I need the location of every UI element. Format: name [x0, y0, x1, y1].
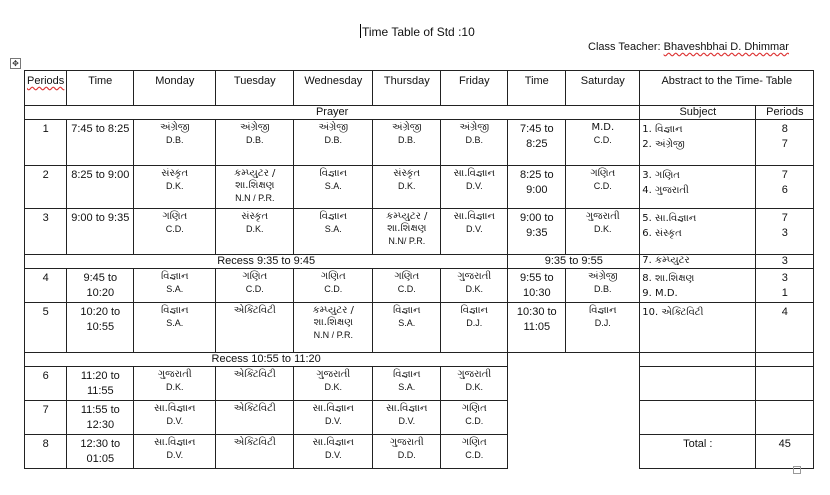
abstract-empty	[756, 367, 814, 401]
teacher-code: D.V.	[324, 450, 342, 460]
header-friday: Friday	[441, 71, 508, 106]
subject-text: ગુજરાતી	[157, 369, 192, 380]
abstract-period: 8	[781, 123, 788, 135]
class-teacher	[588, 41, 789, 53]
abstract-empty	[640, 401, 756, 435]
subject-text: ગણિત	[162, 211, 188, 222]
rows-before-recess	[25, 120, 814, 469]
cell-wednesday	[294, 269, 373, 303]
abstract-subjects	[640, 166, 756, 209]
subject-text: ગણિત	[242, 271, 268, 282]
teacher-code: N.N / P.R.	[235, 193, 275, 203]
cell-thursday	[373, 401, 441, 435]
abstract-subject: 3. ગણિત	[642, 170, 680, 181]
teacher-code: S.A.	[398, 318, 416, 328]
period-time: 7:45 to 8:25	[67, 120, 134, 166]
cell-saturday	[566, 166, 640, 209]
period-time-saturday: 8:25 to 9:00	[508, 166, 566, 209]
header-monday: Monday	[134, 71, 216, 106]
cell-wednesday	[294, 435, 373, 469]
header-thursday: Thursday	[373, 71, 441, 106]
period-number: 1	[25, 120, 67, 166]
abstract-empty	[640, 353, 756, 367]
abstract-subject: 7. કમ્પ્યુટર	[642, 255, 690, 266]
cell-tuesday	[216, 367, 294, 401]
subject-text: ગુજરાતી	[316, 369, 351, 380]
title-prefix: Time Table	[362, 25, 421, 39]
subject-text: ગુજરાતી	[457, 271, 492, 282]
subject-text: સા.વિજ્ઞાન	[154, 403, 196, 414]
subject-text: વિજ્ઞાન	[161, 271, 189, 282]
period-number: 3	[25, 209, 67, 255]
cell-friday	[441, 269, 508, 303]
cell-thursday	[373, 435, 441, 469]
teacher-code: C.D.	[593, 135, 612, 145]
abstract-subject: 1. વિજ્ઞાન	[642, 124, 683, 135]
period-number: 6	[25, 367, 67, 401]
abstract-periods	[756, 120, 814, 166]
period-number: 5	[25, 303, 67, 353]
cell-saturday	[566, 303, 640, 353]
cell-wednesday	[294, 401, 373, 435]
cell-monday	[134, 435, 216, 469]
teacher-code: D.B.	[398, 135, 416, 145]
period-number: 2	[25, 166, 67, 209]
teacher-code: N.N/ P.R.	[388, 236, 426, 246]
teacher-code: C.D.	[397, 284, 416, 294]
teacher-name: Bhaveshbhai D. Dhimmar	[663, 41, 789, 53]
subject-text: વિજ્ઞાન	[393, 305, 421, 316]
header-periods: Periods	[25, 71, 67, 106]
abstract-subjects	[640, 303, 756, 353]
cell-wednesday	[294, 303, 373, 353]
teacher-code: D.B.	[246, 135, 264, 145]
cell-thursday	[373, 120, 441, 166]
total-label: Total :	[640, 435, 756, 469]
period-time: 9:45 to 10:20	[67, 269, 134, 303]
period-time: 11:20 to 11:55	[67, 367, 134, 401]
subject-text: M.D.	[591, 122, 615, 133]
abstract-empty	[756, 353, 814, 367]
cell-saturday	[566, 120, 640, 166]
teacher-label: Class Teacher:	[588, 41, 661, 53]
abstract-subject: 8. શા.શિક્ષણ	[642, 273, 695, 284]
cell-thursday	[373, 166, 441, 209]
cell-wednesday	[294, 166, 373, 209]
timetable	[24, 70, 814, 469]
subject-text: સા.વિજ્ઞાન	[154, 437, 196, 448]
header-time-saturday: Time	[508, 71, 566, 106]
subject-text: ગણિત	[590, 168, 616, 179]
abstract-subject: 10. એક્ટિવિટી	[642, 307, 704, 318]
cell-friday	[441, 209, 508, 255]
period-time-saturday: 10:30 to 11:05	[508, 303, 566, 353]
subject-text: વિજ્ઞાન	[393, 369, 421, 380]
teacher-code: C.D.	[465, 450, 484, 460]
recess-label: Recess 10:55 to 11:20	[25, 353, 508, 367]
header-time: Time	[67, 71, 134, 106]
header-row	[25, 71, 814, 106]
cell-friday	[441, 303, 508, 353]
abstract-subject: 2. અંગ્રેજી	[642, 139, 685, 150]
cell-friday	[441, 120, 508, 166]
teacher-code: C.D.	[165, 224, 184, 234]
cell-wednesday	[294, 367, 373, 401]
period-time: 8:25 to 9:00	[67, 166, 134, 209]
subject-text: અંગ્રેજી	[391, 122, 422, 133]
subject-text: ગણિત	[461, 403, 487, 414]
teacher-code: D.K.	[246, 224, 264, 234]
teacher-code: D.K.	[166, 181, 184, 191]
teacher-code: D.J.	[466, 318, 483, 328]
subject-text: અંગ્રેજી	[159, 122, 190, 133]
teacher-code: D.V.	[166, 416, 184, 426]
subject-text: અંગ્રેજી	[239, 122, 270, 133]
teacher-code: D.V.	[324, 416, 342, 426]
abstract-periods	[756, 255, 814, 269]
resize-handle-icon[interactable]	[793, 466, 801, 474]
abstract-period: 7	[781, 138, 788, 150]
text-cursor	[360, 24, 361, 38]
abstract-period: 4	[781, 306, 788, 318]
period-time: 11:55 to 12:30	[67, 401, 134, 435]
recess-label: Recess 9:35 to 9:45	[25, 255, 508, 269]
recess-row	[25, 255, 814, 269]
abstract-periods	[756, 209, 814, 255]
subject-text: એક્ટિવિટી	[233, 369, 276, 380]
period-row	[25, 209, 814, 255]
header-abstract: Abstract to the Time- Table	[640, 71, 814, 106]
subject-text: ગણિત	[320, 271, 346, 282]
period-number: 7	[25, 401, 67, 435]
period-number: 8	[25, 435, 67, 469]
abstract-subject-header: Subject	[640, 106, 756, 120]
subject-text: એક્ટિવિટી	[233, 403, 276, 414]
cell-monday	[134, 120, 216, 166]
prayer-label: Prayer	[25, 106, 640, 120]
subject-text: ગણિત	[394, 271, 420, 282]
subject-text: ગુજરાતી	[457, 369, 492, 380]
subject-text: કમ્પ્યુટર / શા.શિક્ષણ	[386, 211, 428, 234]
empty-saturday-block	[508, 353, 640, 469]
subject-text: વિજ્ઞાન	[589, 305, 617, 316]
subject-text: વિજ્ઞાન	[161, 305, 189, 316]
abstract-period: 7	[781, 169, 788, 181]
teacher-code: C.D.	[245, 284, 264, 294]
abstract-subject: 4. ગુજરાતી	[642, 185, 689, 196]
abstract-period: 1	[781, 287, 788, 299]
abstract-periods	[756, 303, 814, 353]
cell-tuesday	[216, 120, 294, 166]
cell-tuesday	[216, 166, 294, 209]
prayer-row	[25, 106, 814, 120]
teacher-code: D.V.	[398, 416, 416, 426]
teacher-code: S.A.	[324, 224, 342, 234]
period-row	[25, 401, 814, 435]
cell-monday	[134, 303, 216, 353]
teacher-code: D.V.	[166, 450, 184, 460]
cell-monday	[134, 401, 216, 435]
period-time: 12:30 to 01:05	[67, 435, 134, 469]
period-time: 9:00 to 9:35	[67, 209, 134, 255]
abstract-periods	[756, 269, 814, 303]
total-value: 45	[756, 435, 814, 469]
subject-text: વિજ્ઞાન	[319, 211, 348, 222]
cell-saturday	[566, 209, 640, 255]
subject-text: સંસ્કૃત	[241, 211, 269, 222]
cell-friday	[441, 166, 508, 209]
abstract-periods-header: Periods	[756, 106, 814, 120]
period-time-saturday: 9:55 to 10:30	[508, 269, 566, 303]
subject-text: સંસ્કૃત	[161, 168, 189, 179]
subject-text: કમ્પ્યુટર / શા.શિક્ષણ	[312, 305, 354, 328]
teacher-code: D.K.	[594, 224, 612, 234]
subject-text: સા.વિજ્ઞાન	[312, 403, 354, 414]
subject-text: સા.વિજ્ઞાન	[312, 437, 354, 448]
teacher-code: N.N / P.R.	[313, 330, 353, 340]
subject-text: અંગ્રેજી	[587, 271, 618, 282]
cell-thursday	[373, 209, 441, 255]
cell-thursday	[373, 303, 441, 353]
period-row	[25, 367, 814, 401]
cell-monday	[134, 166, 216, 209]
subject-text: અંગ્રેજી	[318, 122, 349, 133]
abstract-subjects	[640, 269, 756, 303]
subject-text: સા.વિજ્ઞાન	[453, 168, 495, 179]
abstract-period: 3	[781, 255, 788, 267]
abstract-period: 6	[781, 184, 788, 196]
abstract-periods	[756, 166, 814, 209]
teacher-code: D.B.	[324, 135, 343, 145]
abstract-empty	[756, 401, 814, 435]
teacher-code: D.V.	[465, 224, 483, 234]
abstract-period: 3	[781, 227, 788, 239]
cell-monday	[134, 209, 216, 255]
header-tuesday: Tuesday	[216, 71, 294, 106]
teacher-code: S.A.	[398, 382, 416, 392]
cell-wednesday	[294, 120, 373, 166]
cell-tuesday	[216, 209, 294, 255]
subject-text: ગુજરાતી	[585, 211, 620, 222]
teacher-code: C.D.	[593, 181, 612, 191]
period-row	[25, 435, 814, 469]
cell-tuesday	[216, 401, 294, 435]
cell-monday	[134, 269, 216, 303]
cell-monday	[134, 367, 216, 401]
cell-thursday	[373, 269, 441, 303]
recess-label-saturday: 9:35 to 9:55	[508, 255, 640, 269]
teacher-code: S.A.	[166, 318, 184, 328]
abstract-subjects	[640, 120, 756, 166]
cell-tuesday	[216, 435, 294, 469]
subject-text: કમ્પ્યુટર / શા.શિક્ષણ	[234, 168, 276, 191]
abstract-subject: 5. સા.વિજ્ઞાન	[642, 213, 697, 224]
subject-text: ગુજરાતી	[389, 437, 424, 448]
header-wednesday: Wednesday	[294, 71, 373, 106]
cell-wednesday	[294, 209, 373, 255]
cell-friday	[441, 367, 508, 401]
header-saturday: Saturday	[566, 71, 640, 106]
period-time-saturday: 7:45 to 8:25	[508, 120, 566, 166]
abstract-empty	[640, 367, 756, 401]
period-row	[25, 166, 814, 209]
teacher-code: D.J.	[594, 318, 611, 328]
teacher-code: D.K.	[465, 382, 484, 392]
subject-text: એક્ટિવિટી	[233, 437, 276, 448]
period-row	[25, 269, 814, 303]
subject-text: સા.વિજ્ઞાન	[386, 403, 428, 414]
period-row	[25, 120, 814, 166]
teacher-code: D.K.	[166, 382, 184, 392]
teacher-code: S.A.	[324, 181, 342, 191]
teacher-code: S.A.	[166, 284, 184, 294]
teacher-code: D.B.	[465, 135, 484, 145]
teacher-code: C.D.	[465, 416, 484, 426]
subject-text: ગણિત	[461, 437, 487, 448]
teacher-code: D.B.	[594, 284, 612, 294]
period-time-saturday: 9:00 to 9:35	[508, 209, 566, 255]
period-time: 10:20 to 10:55	[67, 303, 134, 353]
period-row	[25, 303, 814, 353]
subject-text: સંસ્કૃત	[393, 168, 421, 179]
abstract-subjects	[640, 255, 756, 269]
period-number: 4	[25, 269, 67, 303]
move-handle-icon[interactable]: ✥	[10, 58, 21, 69]
cell-saturday	[566, 269, 640, 303]
abstract-subjects	[640, 209, 756, 255]
teacher-code: D.K.	[324, 382, 343, 392]
subject-text: વિજ્ઞાન	[460, 305, 489, 316]
abstract-period: 3	[781, 272, 788, 284]
subject-text: સા.વિજ્ઞાન	[453, 211, 495, 222]
subject-text: અંગ્રેજી	[459, 122, 490, 133]
teacher-code: D.B.	[166, 135, 184, 145]
subject-text: વિજ્ઞાન	[319, 168, 348, 179]
teacher-code: C.D.	[324, 284, 343, 294]
teacher-code: D.K.	[398, 181, 416, 191]
title-suffix: of Std :10	[423, 25, 475, 39]
subject-text: એક્ટિવિટી	[233, 305, 276, 316]
cell-friday	[441, 435, 508, 469]
recess-row	[25, 353, 814, 367]
abstract-subject: 9. M.D.	[642, 288, 678, 299]
cell-tuesday	[216, 303, 294, 353]
teacher-code: D.V.	[465, 181, 483, 191]
cell-friday	[441, 401, 508, 435]
abstract-subject: 6. સંસ્કૃત	[642, 228, 682, 239]
teacher-code: D.D.	[397, 450, 416, 460]
cell-thursday	[373, 367, 441, 401]
teacher-code: D.K.	[465, 284, 484, 294]
abstract-period: 7	[781, 212, 788, 224]
cell-tuesday	[216, 269, 294, 303]
document-title	[360, 24, 475, 39]
